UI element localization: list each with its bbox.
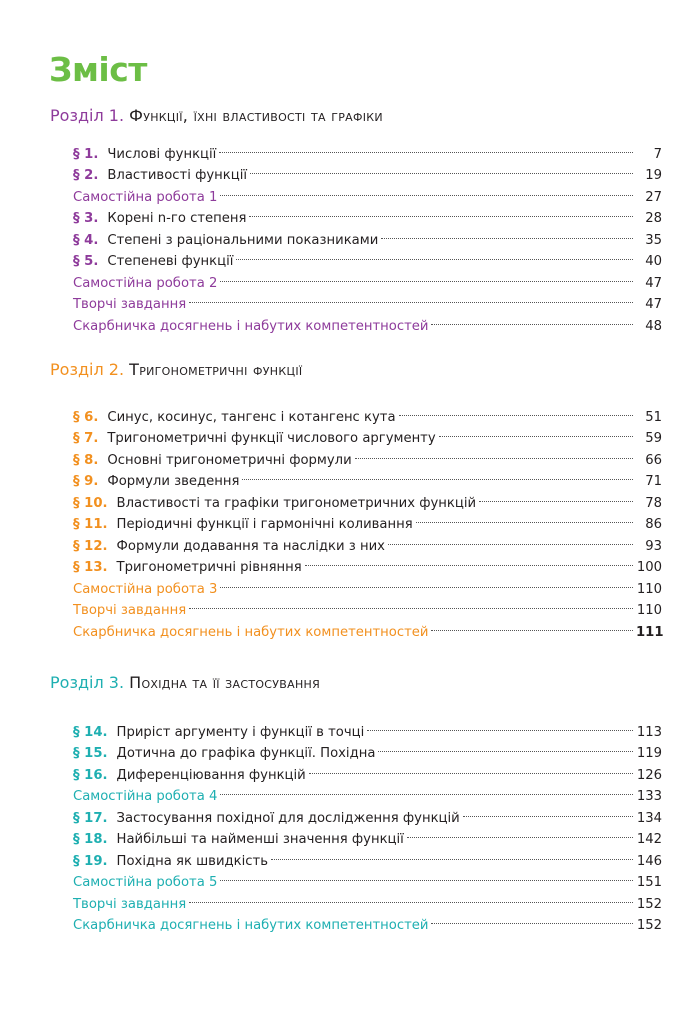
dot-leader — [378, 736, 633, 758]
entry-title: Синус, косинус, тангенс і котангенс кута — [107, 409, 396, 425]
dot-leader — [220, 865, 633, 887]
entry-title: Властивості та графіки тригонометричних функцій — [116, 495, 477, 511]
page-number: 7 — [653, 146, 662, 162]
dot-leader — [271, 843, 633, 865]
page-number: 40 — [645, 254, 662, 269]
entry-title: Скарбничка досягнень і набутих компетентностей — [73, 624, 429, 640]
entry-title: Творчі завдання — [73, 603, 187, 618]
dot-leader — [189, 593, 633, 615]
entry-title: Числові функції — [107, 146, 217, 162]
dot-leader — [250, 158, 633, 180]
entry-title: Самостійна робота 5 — [73, 875, 218, 890]
entry-title: Застосування похідної для дослідження функцій — [116, 810, 460, 826]
paragraph-number: § 5. — [73, 254, 99, 269]
paragraph-number: § 2. — [73, 168, 99, 183]
section-1 — [50, 105, 662, 334]
paragraph-number: § 7. — [73, 431, 99, 446]
page-number: 113 — [636, 724, 662, 740]
section-heading — [50, 359, 662, 381]
page-number: 111 — [636, 624, 664, 640]
section-number: Розділ 1. — [50, 106, 125, 125]
page-number: 48 — [645, 318, 662, 334]
dot-leader — [367, 714, 633, 736]
page-title: Зміст — [49, 50, 147, 89]
dot-leader — [220, 265, 633, 287]
section-entries — [50, 714, 662, 933]
page-number: 27 — [645, 189, 662, 205]
paragraph-number: § 12. — [73, 538, 108, 554]
dot-leader — [431, 614, 633, 636]
page-number: 126 — [636, 767, 662, 783]
page-number: 152 — [636, 918, 662, 933]
page-number: 93 — [645, 538, 662, 554]
dot-leader — [479, 485, 633, 507]
dot-leader — [388, 528, 633, 550]
dot-leader — [309, 757, 633, 779]
dot-leader — [305, 550, 633, 572]
dot-leader — [189, 886, 633, 908]
entry-title: Скарбничка досягнень і набутих компетентностей — [73, 918, 429, 933]
page-number: 51 — [645, 409, 662, 425]
page-number: 119 — [636, 746, 662, 761]
entry-title: Дотична до графіка функції. Похідна — [116, 746, 376, 761]
page-number: 35 — [645, 232, 662, 248]
toc-entry[interactable] — [50, 399, 662, 425]
dot-leader — [381, 222, 633, 244]
page-number: 59 — [645, 431, 662, 446]
entry-title: Творчі завдання — [73, 896, 187, 912]
page-number: 134 — [636, 810, 662, 826]
page-number: 110 — [636, 581, 662, 597]
section-number: Розділ 3. — [50, 673, 125, 692]
entry-title: Самостійна робота 2 — [73, 275, 218, 291]
paragraph-number: § 17. — [73, 810, 108, 826]
page-number: 100 — [636, 560, 662, 575]
page-number: 66 — [645, 452, 662, 468]
toc-entry[interactable] — [50, 714, 662, 740]
entry-title: Творчі завдання — [73, 297, 187, 312]
entry-title: Періодичні функції і гармонічні коливання — [116, 517, 413, 532]
page-number: 152 — [636, 896, 662, 912]
entry-title: Похідна як швидкість — [116, 853, 268, 869]
dot-leader — [249, 201, 633, 223]
paragraph-number: § 8. — [73, 452, 99, 468]
section-entries — [50, 399, 664, 640]
entry-title: Самостійна робота 3 — [73, 581, 218, 597]
page-number: 47 — [645, 297, 662, 312]
entry-title: Тригонометричні функції числового аргументу — [107, 431, 436, 446]
entry-title: Самостійна робота 1 — [73, 189, 218, 205]
entry-title: Формули зведення — [107, 474, 240, 489]
dot-leader — [431, 908, 633, 930]
paragraph-number: § 16. — [73, 767, 108, 783]
entry-title: Степеневі функції — [107, 254, 234, 269]
paragraph-number: § 15. — [73, 746, 108, 761]
dot-leader — [355, 442, 633, 464]
entry-title: Тригонометричні рівняння — [116, 560, 302, 575]
paragraph-number: § 3. — [73, 211, 99, 226]
paragraph-number: § 4. — [73, 232, 99, 248]
dot-leader — [463, 800, 633, 822]
section-name: Функції, їхні властивості та графіки — [129, 106, 383, 125]
dot-leader — [416, 507, 633, 529]
dot-leader — [220, 179, 633, 201]
paragraph-number: § 9. — [73, 474, 99, 489]
paragraph-number: § 11. — [73, 517, 108, 532]
dot-leader — [439, 421, 633, 443]
section-name: Тригонометричні функції — [129, 360, 303, 379]
entry-title: Основні тригонометричні формули — [107, 452, 352, 468]
entry-title: Самостійна робота 4 — [73, 789, 218, 804]
section-heading — [50, 105, 662, 127]
dot-leader — [219, 136, 633, 158]
dot-leader — [220, 571, 633, 593]
page-number: 47 — [645, 275, 662, 291]
page-number: 133 — [636, 789, 662, 804]
paragraph-number: § 10. — [73, 495, 108, 511]
entry-title: Скарбничка досягнень і набутих компетентностей — [73, 318, 429, 334]
page-number: 151 — [636, 875, 662, 890]
dot-leader — [431, 308, 633, 330]
section-heading — [50, 672, 662, 694]
entry-title: Найбільші та найменші значення функції — [116, 832, 404, 847]
paragraph-number: § 18. — [73, 832, 108, 847]
dot-leader — [407, 822, 633, 844]
toc-entry[interactable] — [50, 136, 662, 162]
dot-leader — [236, 244, 633, 266]
page-number: 146 — [636, 853, 662, 869]
page-number: 110 — [636, 603, 662, 618]
entry-title: Степені з раціональними показниками — [107, 232, 379, 248]
entry-title: Корені n-го степеня — [107, 211, 247, 226]
dot-leader — [220, 779, 633, 801]
page-number: 19 — [645, 168, 662, 183]
section-2 — [50, 359, 664, 640]
dot-leader — [399, 399, 633, 421]
page-number: 28 — [645, 211, 662, 226]
paragraph-number: § 1. — [73, 146, 99, 162]
paragraph-number: § 19. — [73, 853, 108, 869]
page-number: 78 — [645, 495, 662, 511]
entry-title: Формули додавання та наслідки з них — [116, 538, 385, 554]
paragraph-number: § 14. — [73, 724, 108, 740]
section-entries — [50, 136, 662, 334]
paragraph-number: § 6. — [73, 409, 99, 425]
page-number: 142 — [636, 832, 662, 847]
dot-leader — [189, 287, 633, 309]
section-number: Розділ 2. — [50, 360, 125, 379]
entry-title: Властивості функції — [107, 168, 248, 183]
entry-title: Приріст аргументу і функції в точці — [116, 724, 365, 740]
page-number: 71 — [645, 474, 662, 489]
paragraph-number: § 13. — [73, 560, 108, 575]
dot-leader — [242, 464, 633, 486]
entry-title: Диференціювання функцій — [116, 767, 306, 783]
section-name: Похідна та її застосування — [129, 673, 321, 692]
section-3 — [50, 672, 662, 933]
page-number: 86 — [645, 517, 662, 532]
